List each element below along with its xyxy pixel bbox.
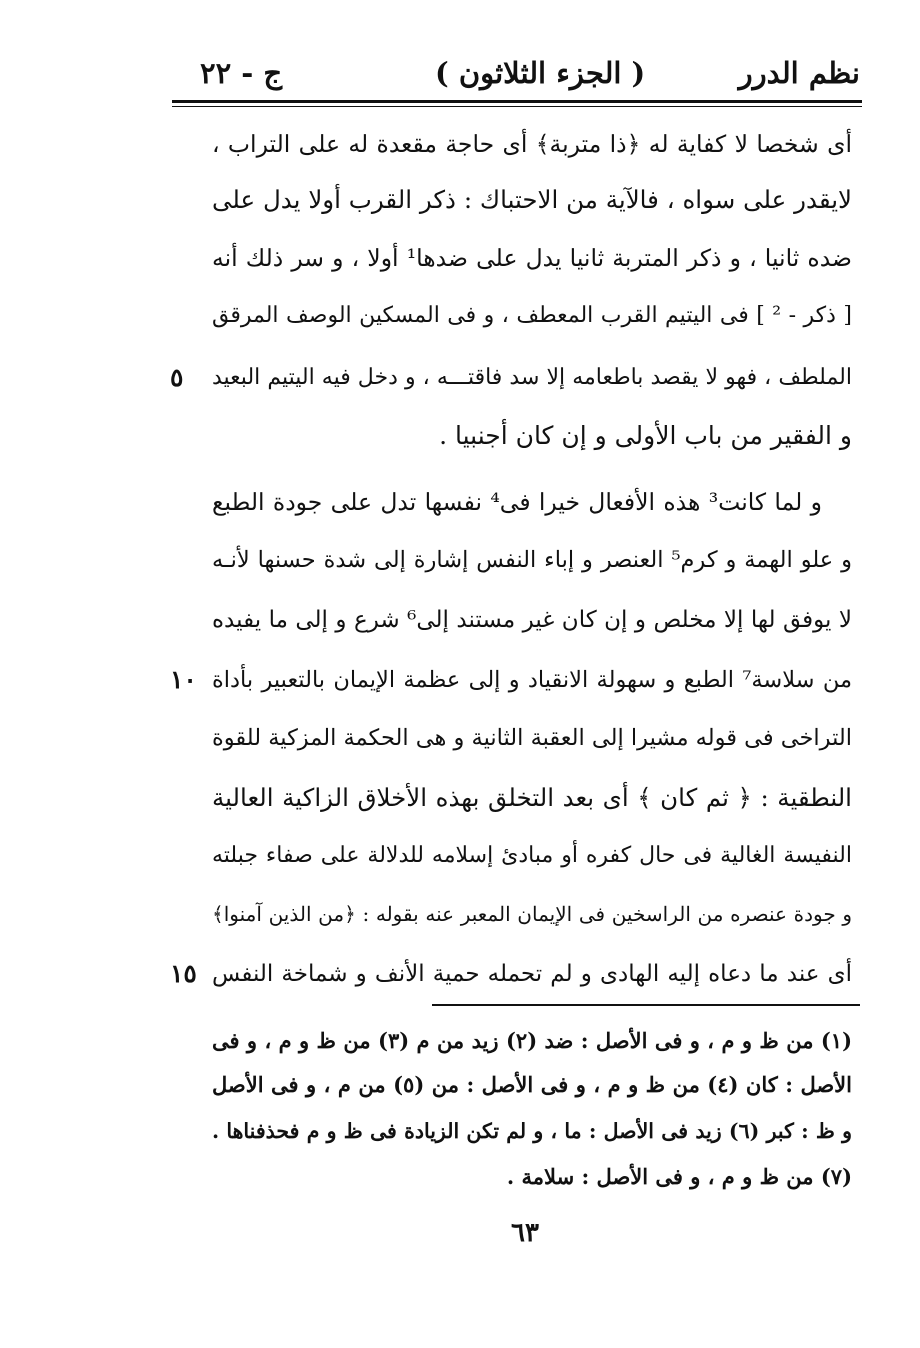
body-line-12: النطقية : ﴿ ثم كان ﴾ أى بعد التخلق بهذه الأخلاق الزاكية العالية (212, 783, 852, 812)
body-line-9: لا يوفق لها إلا مخلص و إن كان غير مستند إلى⁶ شرع و إلى ما يفيده (212, 607, 852, 633)
body-line-15: أى عند ما دعاه إليه الهادى و لم تحمله حمية الأنف و شماخة النفس (212, 961, 852, 987)
body-line-11: التراخى فى قوله مشيرا إلى العقبة الثانية و هى الحكمة المزكية للقوة (211, 725, 852, 751)
line-number-15: ١٥ (170, 959, 197, 988)
footnote-line-4: (٧) من ظ و م ، و فى الأصل : سلامة . (506, 1164, 852, 1189)
page-number: ٦٣ (511, 1218, 539, 1248)
body-line-1: أى شخصا لا كفاية له ﴿ذا متربة﴾ أى حاجة مقعدة له على التراب ، (212, 130, 852, 158)
body-line-10: من سلاسة⁷ الطبع و سهولة الانقياد و إلى عظمة الإيمان بالتعبير بأداة (212, 667, 852, 693)
body-line-5: الملطف ، فهو لا يقصد باطعامه إلا سد فاقتـــه ، و دخل فيه اليتيم البعيد (212, 365, 852, 390)
part-title: ( الجزء الثلاثون ) (435, 56, 646, 90)
body-line-14: و جودة عنصره من الراسخين فى الإيمان المعبر عنه بقوله : ﴿من الذين آمنوا﴾ (212, 902, 852, 926)
body-line-3: ضده ثانيا ، و ذكر المتربة ثانيا يدل على ضدها¹ أولا ، و سر ذلك أنه (212, 244, 852, 272)
volume-reference: ج - ٢٢ (200, 56, 283, 90)
body-line-6: و الفقير من باب الأولى و إن كان أجنبيا . (439, 421, 852, 450)
footnote-separator (432, 1004, 860, 1006)
body-line-13: النفيسة الغالية فى حال كفره أو مبادئ إسلامه للدلالة على صفاء جبلته (212, 843, 852, 868)
body-line-4: [ ذكر - ² ] فى اليتيم القرب المعطف ، و فى المسكين الوصف المرقق (212, 303, 852, 328)
footnote-line-2: الأصل : كان (٤) من ظ و م ، و فى الأصل : من (٥) من م ، و فى الأصل (212, 1072, 852, 1097)
book-title: نظم الدرر (738, 56, 860, 90)
running-header (170, 48, 860, 98)
footnote-line-1: (١) من ظ و م ، و فى الأصل : ضد (٢) زيد من م (٣) من ظ و م ، و فى (212, 1028, 852, 1053)
line-number-5: ٥ (170, 363, 184, 392)
body-line-7: و لما كانت³ هذه الأفعال خيرا فى⁴ نفسها تدل على جودة الطبع (212, 488, 822, 516)
footnote-line-3: و ظ : كبر (٦) زيد فى الأصل : ما ، و لم تكن الزيادة فى ظ و م فحذفناها . (212, 1119, 852, 1143)
header-rule-thin (172, 106, 862, 107)
body-line-8: و علو الهمة و كرم⁵ العنصر و إباء النفس إشارة إلى شدة حسنها لأنـه (212, 547, 852, 573)
header-rule-thick (172, 100, 862, 103)
body-line-2: لايقدر على سواه ، فالآية من الاحتباك : ذكر القرب أولا يدل على (212, 185, 852, 214)
line-number-10: ١٠ (170, 665, 197, 694)
